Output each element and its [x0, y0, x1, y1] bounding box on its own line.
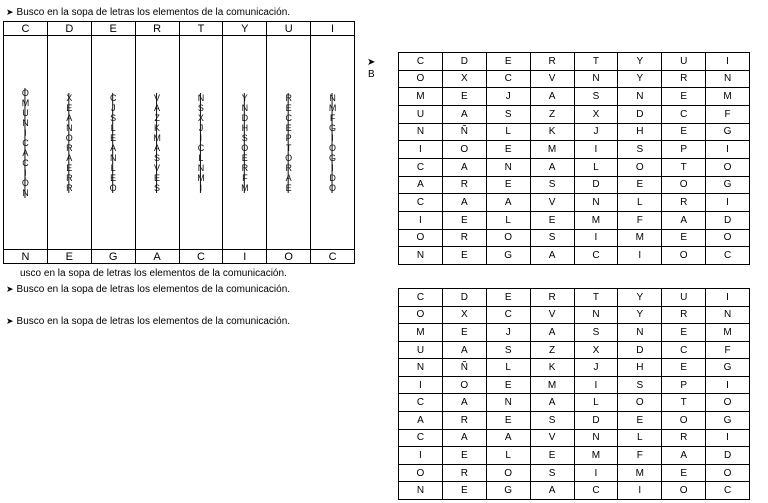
grid-cell: P	[662, 376, 706, 394]
grid-cell: O	[618, 394, 662, 412]
stacked-letters: CJSLEANLEO	[108, 92, 119, 193]
grid-cell: M	[399, 88, 443, 106]
grid-cell: O	[442, 141, 486, 159]
grid-cell: G	[486, 482, 530, 500]
grid-cell: I	[706, 376, 750, 394]
grid-cell: O	[399, 70, 443, 88]
grid-cell: D	[618, 341, 662, 359]
grid-cell: I	[574, 229, 618, 247]
grid-cell: I	[618, 247, 662, 265]
grid-cell: E	[486, 376, 530, 394]
grid-cell: U	[662, 289, 706, 307]
grid-cell: E	[662, 88, 706, 106]
grid-row	[399, 229, 750, 247]
grid-cell: N	[574, 429, 618, 447]
grid-cell: E	[662, 123, 706, 141]
grid-cell: A	[399, 412, 443, 430]
grid-cell: G	[706, 123, 750, 141]
grid-cell: E	[662, 229, 706, 247]
grid-row	[399, 141, 750, 159]
grid-cell: C	[574, 247, 618, 265]
grid-cell: A	[399, 176, 443, 194]
grid-row	[399, 306, 750, 324]
grid-cell: O	[662, 247, 706, 265]
grid-cell: Y	[223, 22, 267, 36]
grid-cell: C	[399, 158, 443, 176]
grid-cell: N	[574, 194, 618, 212]
grid-row	[399, 88, 750, 106]
grid-stacked-column	[223, 36, 267, 250]
grid-cell: Z	[530, 105, 574, 123]
grid-row	[399, 429, 750, 447]
grid-cell: U	[399, 341, 443, 359]
grid-cell: R	[135, 22, 179, 36]
grid-stacked-column	[4, 36, 48, 250]
grid-cell: R	[530, 53, 574, 71]
grid-cell: L	[486, 123, 530, 141]
grid-cell: D	[47, 22, 91, 36]
grid-cell: L	[574, 394, 618, 412]
grid-cell: L	[486, 359, 530, 377]
grid-cell: I	[399, 376, 443, 394]
grid-cell: O	[662, 412, 706, 430]
grid-cell: X	[442, 70, 486, 88]
grid-cell: E	[486, 141, 530, 159]
grid-stacked-column	[267, 36, 311, 250]
grid-cell: J	[574, 359, 618, 377]
grid-cell: D	[442, 53, 486, 71]
grid-row	[399, 70, 750, 88]
grid-cell: S	[486, 105, 530, 123]
grid-cell: S	[574, 324, 618, 342]
grid-cell: D	[706, 211, 750, 229]
grid-cell: T	[574, 53, 618, 71]
grid-cell: A	[442, 429, 486, 447]
grid-cell: E	[442, 447, 486, 465]
grid-cell: F	[706, 105, 750, 123]
grid-cell: N	[399, 247, 443, 265]
grid-cell: V	[530, 429, 574, 447]
grid-cell: I	[574, 141, 618, 159]
grid-cell: E	[442, 324, 486, 342]
grid-cell: I	[223, 250, 267, 264]
grid-cell: U	[267, 22, 311, 36]
grid-cell: E	[530, 447, 574, 465]
grid-cell: R	[442, 464, 486, 482]
grid-cell: I	[574, 376, 618, 394]
instruction-third	[6, 315, 290, 328]
grid-cell: L	[618, 429, 662, 447]
grid-cell: U	[399, 105, 443, 123]
grid-row	[399, 123, 750, 141]
grid-cell: R	[530, 289, 574, 307]
grid-cell: A	[662, 447, 706, 465]
grid-row	[399, 194, 750, 212]
grid-cell: S	[530, 412, 574, 430]
grid-cell: E	[47, 250, 91, 264]
grid-cell: Y	[618, 53, 662, 71]
grid-cell: O	[399, 229, 443, 247]
grid-cell: S	[486, 341, 530, 359]
stacked-letters: NMFGIOGIDO	[327, 92, 338, 193]
grid-stacked-column	[179, 36, 223, 250]
grid-cell: R	[662, 70, 706, 88]
grid-cell: O	[662, 482, 706, 500]
grid-cell: A	[442, 158, 486, 176]
grid-cell: J	[574, 123, 618, 141]
grid-cell: X	[442, 306, 486, 324]
grid-row	[399, 158, 750, 176]
grid-cell: I	[618, 482, 662, 500]
grid-cell: A	[486, 194, 530, 212]
grid-cell: Y	[618, 70, 662, 88]
grid-cell: T	[662, 158, 706, 176]
grid-cell: E	[442, 211, 486, 229]
instruction-second	[6, 283, 290, 296]
grid-cell: C	[706, 482, 750, 500]
grid-cell: N	[618, 88, 662, 106]
grid-cell: V	[530, 306, 574, 324]
grid-cell: N	[706, 70, 750, 88]
grid-cell: O	[442, 376, 486, 394]
grid-cell: R	[442, 412, 486, 430]
grid-cell: R	[442, 176, 486, 194]
grid-cell: M	[618, 464, 662, 482]
grid-cell: V	[530, 194, 574, 212]
grid-cell: A	[530, 324, 574, 342]
grid-cell: N	[399, 359, 443, 377]
grid-cell: S	[618, 141, 662, 159]
grid-cell: Ñ	[442, 359, 486, 377]
grid-row	[399, 341, 750, 359]
grid-cell: G	[91, 250, 135, 264]
grid-cell: N	[486, 394, 530, 412]
grid-cell: O	[706, 158, 750, 176]
grid-header-row	[4, 22, 355, 36]
grid-cell: D	[706, 447, 750, 465]
grid-cell: J	[486, 324, 530, 342]
grid-row	[399, 394, 750, 412]
grid-cell: X	[574, 105, 618, 123]
grid-cell: N	[618, 324, 662, 342]
instruction-text: Busco en la sopa de letras los elementos de la comunicación.	[16, 316, 291, 327]
grid-cell: E	[486, 412, 530, 430]
grid-cell: O	[706, 229, 750, 247]
stacked-letters: OMUNICACIÓN	[20, 87, 31, 198]
grid-cell: C	[399, 194, 443, 212]
grid-cell: I	[399, 211, 443, 229]
grid-cell: G	[706, 412, 750, 430]
grid-cell: L	[618, 194, 662, 212]
grid-cell: V	[530, 70, 574, 88]
grid-cell: C	[311, 250, 355, 264]
grid-cell: H	[618, 359, 662, 377]
grid-cell: M	[706, 324, 750, 342]
grid-cell: A	[530, 158, 574, 176]
grid-cell: L	[486, 211, 530, 229]
grid-cell: N	[399, 482, 443, 500]
stacked-letters: RECEPTORAE	[283, 92, 294, 193]
grid-cell: I	[399, 141, 443, 159]
grid-footer-row	[4, 250, 355, 264]
grid-cell: C	[179, 250, 223, 264]
grid-cell: A	[442, 394, 486, 412]
grid-cell: F	[706, 341, 750, 359]
grid-cell: T	[179, 22, 223, 36]
grid-cell: J	[486, 88, 530, 106]
grid-row	[399, 105, 750, 123]
word-search-grid-right-bottom	[398, 288, 750, 500]
grid-cell: O	[399, 306, 443, 324]
grid-row	[399, 447, 750, 465]
grid-cell: C	[399, 289, 443, 307]
grid-cell: I	[706, 194, 750, 212]
instruction-text: Busco en la sopa de letras los elementos de la comunicación.	[16, 7, 291, 18]
grid-row	[399, 247, 750, 265]
side-letter: B	[368, 69, 375, 80]
grid-cell: M	[574, 211, 618, 229]
grid-cell: E	[486, 53, 530, 71]
grid-cell: G	[706, 359, 750, 377]
grid-cell: C	[4, 22, 48, 36]
stacked-letters: NSXJICLNMI	[195, 92, 206, 193]
grid-cell: E	[662, 359, 706, 377]
grid-cell: M	[574, 447, 618, 465]
grid-cell: A	[662, 211, 706, 229]
grid-cell: N	[399, 123, 443, 141]
arrow-icon: ➤	[6, 284, 14, 294]
grid-cell: E	[662, 464, 706, 482]
grid-cell: A	[530, 247, 574, 265]
grid-cell: E	[486, 176, 530, 194]
grid-cell: L	[574, 158, 618, 176]
grid-cell: E	[442, 88, 486, 106]
grid-cell: M	[399, 324, 443, 342]
grid-cell: S	[530, 176, 574, 194]
grid-cell: D	[574, 176, 618, 194]
grid-row	[399, 176, 750, 194]
grid-cell: C	[399, 394, 443, 412]
grid-cell: C	[706, 247, 750, 265]
grid-cell: E	[486, 289, 530, 307]
grid-cell: M	[706, 88, 750, 106]
grid-row	[399, 464, 750, 482]
grid-cell: L	[486, 447, 530, 465]
grid-cell: C	[662, 105, 706, 123]
grid-cell: K	[530, 123, 574, 141]
stacked-letters: VAZKMASVES	[152, 92, 163, 193]
grid-cell: S	[530, 229, 574, 247]
grid-cell: C	[399, 53, 443, 71]
grid-cell: S	[574, 88, 618, 106]
instruction-top	[6, 6, 290, 19]
grid-cell: R	[442, 229, 486, 247]
grid-cell: T	[662, 394, 706, 412]
grid-cell: G	[706, 176, 750, 194]
word-search-grid-right-top	[398, 52, 750, 265]
grid-cell: Y	[618, 306, 662, 324]
grid-cell: E	[442, 247, 486, 265]
grid-cell: A	[530, 394, 574, 412]
grid-stacked-column	[91, 36, 135, 250]
grid-cell: A	[442, 105, 486, 123]
grid-cell: K	[530, 359, 574, 377]
grid-cell: P	[662, 141, 706, 159]
grid-cell: C	[399, 429, 443, 447]
grid-cell: A	[442, 341, 486, 359]
grid-cell: O	[618, 158, 662, 176]
grid-cell: A	[442, 194, 486, 212]
grid-cell: R	[662, 306, 706, 324]
grid-cell: C	[486, 70, 530, 88]
grid-cell: S	[530, 464, 574, 482]
grid-cell: R	[662, 429, 706, 447]
grid-cell: N	[486, 158, 530, 176]
grid-row	[399, 376, 750, 394]
grid-cell: T	[574, 289, 618, 307]
grid-cell: D	[574, 412, 618, 430]
grid-cell: S	[618, 376, 662, 394]
word-search-grid-left	[3, 21, 355, 264]
instruction-text: usco en la sopa de letras los elementos de la comunicación.	[20, 268, 287, 279]
arrow-icon: ➤	[6, 7, 14, 17]
grid-row	[399, 211, 750, 229]
grid-cell: E	[91, 22, 135, 36]
grid-row	[399, 289, 750, 307]
grid-cell: N	[4, 250, 48, 264]
grid-cell: N	[574, 306, 618, 324]
grid-stacked-row	[4, 36, 355, 250]
grid-cell: N	[574, 70, 618, 88]
grid-cell: F	[618, 211, 662, 229]
grid-cell: C	[574, 482, 618, 500]
grid-cell: A	[530, 88, 574, 106]
grid-stacked-column	[135, 36, 179, 250]
grid-cell: G	[486, 247, 530, 265]
grid-cell: E	[618, 176, 662, 194]
grid-cell: E	[618, 412, 662, 430]
grid-cell: I	[706, 429, 750, 447]
grid-cell: Z	[530, 341, 574, 359]
grid-cell: C	[662, 341, 706, 359]
arrow-icon: ➤	[6, 316, 14, 326]
grid-cell: A	[135, 250, 179, 264]
grid-cell: O	[662, 176, 706, 194]
grid-row	[399, 53, 750, 71]
grid-cell: H	[618, 123, 662, 141]
grid-cell: N	[706, 306, 750, 324]
grid-cell: I	[706, 289, 750, 307]
grid-cell: O	[706, 464, 750, 482]
grid-cell: M	[530, 141, 574, 159]
grid-row	[399, 324, 750, 342]
grid-cell: M	[530, 376, 574, 394]
grid-cell: U	[662, 53, 706, 71]
stacked-letters: XEANORAERR	[64, 92, 75, 193]
grid-cell: D	[442, 289, 486, 307]
grid-row	[399, 412, 750, 430]
stacked-letters: YNDHSOERFM	[239, 92, 250, 193]
grid-cell: O	[399, 464, 443, 482]
grid-cell: O	[267, 250, 311, 264]
grid-cell: M	[618, 229, 662, 247]
grid-stacked-column	[311, 36, 355, 250]
grid-cell: A	[486, 429, 530, 447]
instruction-text: Busco en la sopa de letras los elementos de la comunicación.	[16, 284, 291, 295]
grid-cell: Y	[618, 289, 662, 307]
grid-cell: D	[618, 105, 662, 123]
grid-cell: I	[399, 447, 443, 465]
grid-cell: I	[706, 141, 750, 159]
grid-row	[399, 482, 750, 500]
arrow-icon: ➤	[367, 57, 376, 68]
grid-stacked-column	[47, 36, 91, 250]
grid-row	[399, 359, 750, 377]
grid-cell: E	[662, 324, 706, 342]
grid-cell: A	[530, 482, 574, 500]
grid-cell: O	[706, 394, 750, 412]
grid-cell: I	[311, 22, 355, 36]
grid-cell: X	[574, 341, 618, 359]
grid-cell: O	[486, 229, 530, 247]
grid-cell: R	[662, 194, 706, 212]
grid-cell: Ñ	[442, 123, 486, 141]
instruction-truncated	[20, 268, 287, 280]
grid-cell: I	[706, 53, 750, 71]
grid-cell: E	[442, 482, 486, 500]
grid-cell: F	[618, 447, 662, 465]
grid-cell: E	[530, 211, 574, 229]
grid-cell: O	[486, 464, 530, 482]
grid-cell: C	[486, 306, 530, 324]
grid-cell: I	[574, 464, 618, 482]
